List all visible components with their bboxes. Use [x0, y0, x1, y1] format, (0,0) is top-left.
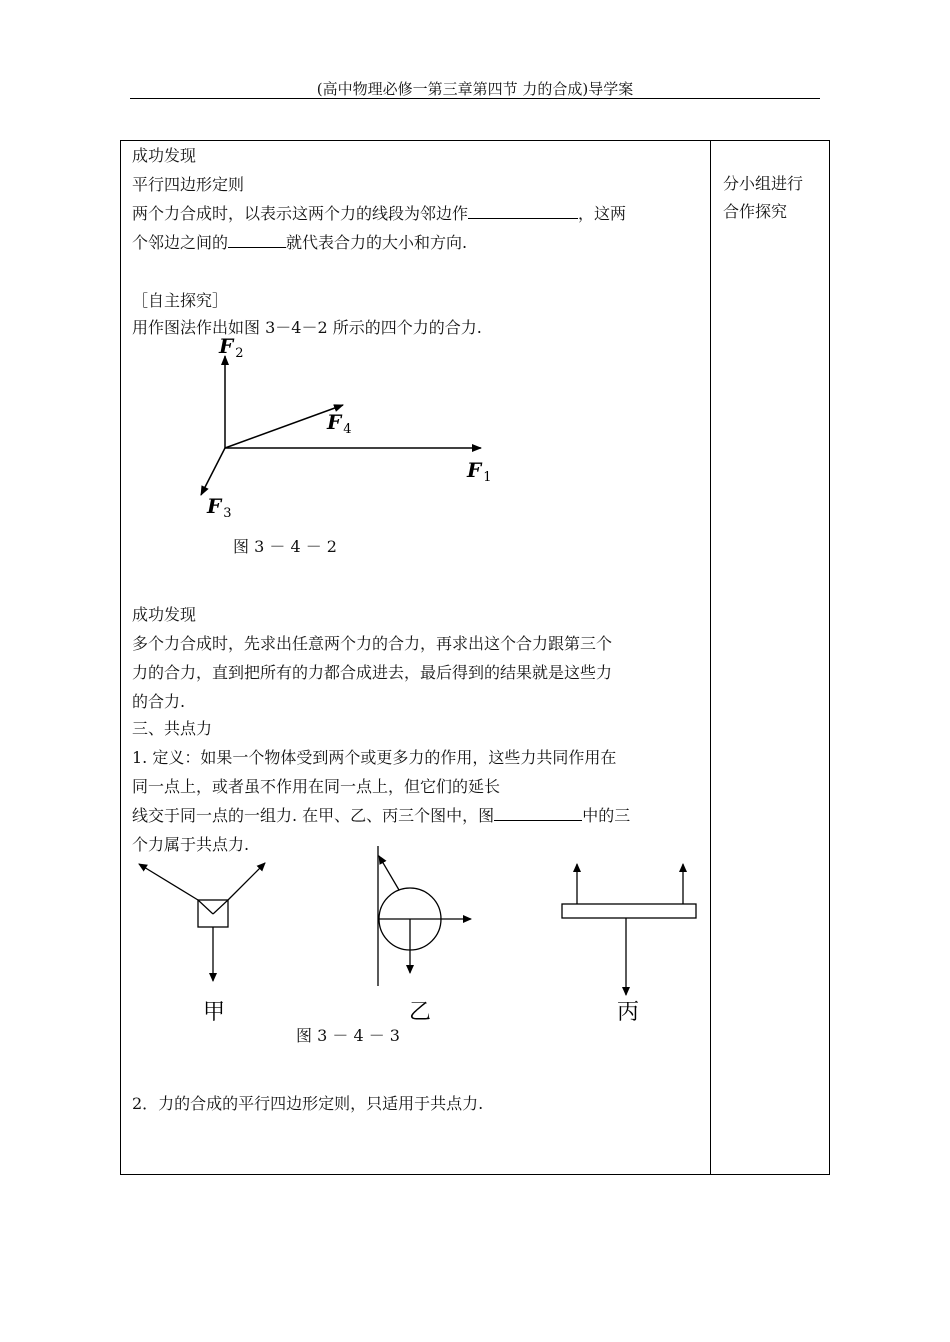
answer-blank-3[interactable] — [494, 806, 582, 821]
force-diagram-3-4-2 — [181, 331, 501, 521]
answer-blank-2[interactable] — [228, 233, 286, 248]
definition-line-3-a: 线交于同一点的一组力. 在甲、乙、丙三个图中，图 — [132, 806, 495, 825]
section2-heading: 成功发现 — [132, 605, 197, 624]
explore-task: 用作图法作出如图 3－4－2 所示的四个力的合力. — [132, 318, 482, 337]
definition-line-3 — [132, 804, 630, 828]
section2-line-2: 力的合力，直到把所有的力都合成进去，最后得到的结果就是这些力 — [132, 663, 613, 682]
panel-yi — [378, 846, 471, 986]
plank — [562, 904, 696, 918]
panel-jia — [139, 863, 265, 981]
rule-line-1-a: 两个力合成时，以表示这两个力的线段为邻边作 — [132, 204, 469, 223]
section2-line-3: 的合力. — [132, 692, 186, 711]
definition-line-1: 1. 定义：如果一个物体受到两个或更多力的作用，这些力共同作用在 — [132, 748, 617, 767]
sidebar-line-1: 分小组进行 — [723, 174, 804, 193]
figure2-caption: 图 3 － 4 － 3 — [296, 1026, 400, 1045]
definition-line-2: 同一点上，或者虽不作用在同一点上，但它们的延长 — [132, 777, 501, 796]
page-header: (高中物理必修一第三章第四节 力的合成)导学案 — [316, 80, 634, 98]
concurrent-forces-diagram-3-4-3 — [121, 841, 711, 1041]
figure1-caption: 图 3 － 4 － 2 — [233, 537, 337, 556]
panel-label-bing: 丙 — [617, 1000, 640, 1025]
sidebar-line-2: 合作探究 — [723, 202, 788, 221]
answer-blank-1[interactable] — [468, 204, 578, 219]
section4-text: 2．力的合成的平行四边形定则，只适用于共点力. — [132, 1094, 484, 1113]
f4-label: F $_4$ — [327, 410, 352, 437]
section3-heading: 三、共点力 — [132, 719, 213, 738]
content-table — [120, 140, 830, 1175]
rule-line-2 — [132, 231, 467, 255]
f3-arrow — [201, 448, 225, 495]
section1-subheading: 平行四边形定则 — [132, 175, 245, 194]
definition-line-3-b: 中的三 — [582, 806, 631, 825]
f3-label: F $_3$ — [207, 494, 232, 521]
rule-line-2-b: 就代表合力的大小和方向. — [286, 233, 468, 252]
section2-line-1: 多个力合成时，先求出任意两个力的合力，再求出这个合力跟第三个 — [132, 634, 613, 653]
f1-label: F $_1$ — [467, 458, 492, 485]
f2-label: F $_2$ — [219, 334, 244, 361]
section1-heading: 成功发现 — [132, 146, 197, 165]
definition-line-4: 个力属于共点力. — [132, 835, 250, 854]
rule-line-2-a: 个邻边之间的 — [132, 233, 229, 252]
panel-label-jia: 甲 — [203, 1000, 226, 1025]
explore-heading: ［自主探究］ — [132, 291, 229, 310]
panel-label-yi: 乙 — [409, 1000, 432, 1025]
panel-bing — [562, 864, 696, 995]
header-rule — [130, 98, 820, 99]
f4-arrow — [225, 405, 343, 448]
rule-line-1 — [132, 202, 626, 226]
rule-line-1-b: ，这两 — [578, 204, 627, 223]
